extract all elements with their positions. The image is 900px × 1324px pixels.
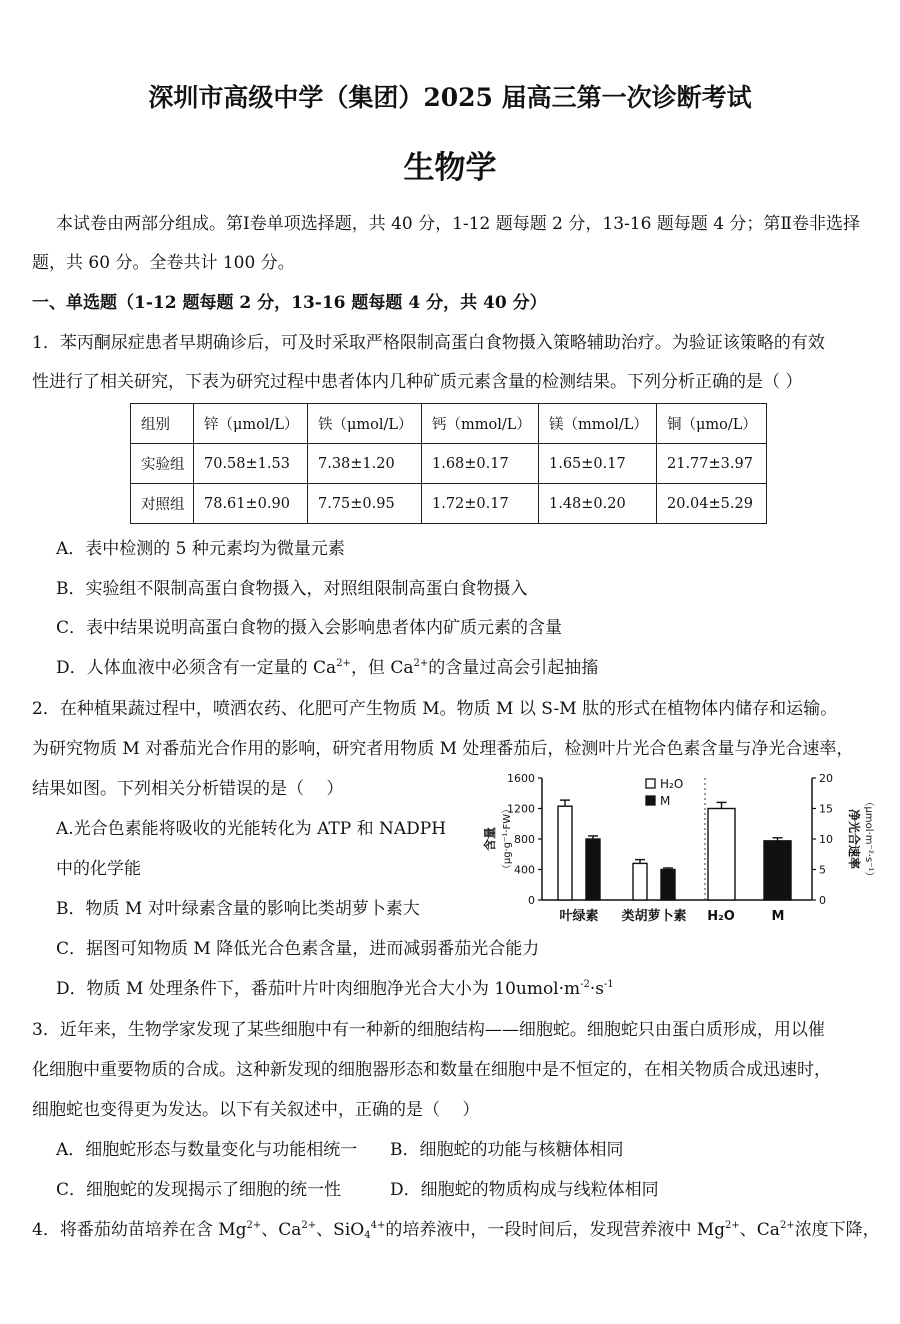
q4-text-2: 、Ca bbox=[261, 1220, 302, 1240]
table-row bbox=[131, 484, 767, 524]
q2-option-a-line-1: A.光合色素能将吸收的光能转化为 ATP 和 NADPH bbox=[56, 819, 447, 839]
right-tick-label: 20 bbox=[819, 772, 833, 785]
q2-option-c: C．据图可知物质 M 降低光合色素含量，进而减弱番茄光合能力 bbox=[56, 939, 540, 959]
q4-text-5: 、Ca bbox=[739, 1220, 780, 1240]
pigment-bar bbox=[558, 806, 572, 900]
q4-text-4: 的培养液中，一段时间后，发现营养液中 Mg bbox=[385, 1220, 726, 1240]
q4-text-3: 、SiO bbox=[316, 1220, 365, 1240]
table-cell: 78.61±0.90 bbox=[194, 484, 308, 524]
q3-option-d: D．细胞蛇的物质构成与线粒体相同 bbox=[390, 1180, 659, 1200]
q1-stem-line-2: 性进行了相关研究，下表为研究过程中患者体内几种矿质元素含量的检测结果。下列分析正确的是（ ） bbox=[32, 372, 803, 392]
q3-option-c: C．细胞蛇的发现揭示了细胞的统一性 bbox=[56, 1180, 342, 1200]
left-tick-label: 800 bbox=[514, 833, 535, 846]
table-header-cell: 镁（mmol/L） bbox=[539, 404, 657, 444]
q1-option-d-sup-2: 2+ bbox=[413, 658, 429, 669]
right-axis-unit: （μmol·m⁻²·s⁻¹） bbox=[863, 796, 874, 882]
category-label: M bbox=[771, 909, 785, 924]
left-tick-label: 0 bbox=[528, 894, 535, 907]
intro-line-1: 本试卷由两部分组成。第Ⅰ卷单项选择题，共 40 分，1-12 题每题 2 分，13-16 题每题 4 分；第Ⅱ卷非选择 bbox=[56, 214, 860, 234]
table-cell: 1.65±0.17 bbox=[539, 444, 657, 484]
right-tick-label: 5 bbox=[819, 863, 826, 877]
table-cell: 对照组 bbox=[131, 484, 194, 524]
q2-bar-chart bbox=[478, 768, 880, 930]
q4-text-1: 4．将番茄幼苗培养在含 Mg bbox=[32, 1220, 247, 1240]
q1-option-d-text-2: ，但 Ca bbox=[350, 658, 414, 678]
right-tick-label: 10 bbox=[819, 833, 833, 846]
table-header-row bbox=[131, 404, 767, 444]
q2-option-d bbox=[56, 976, 614, 1002]
q4-sup-1: 2+ bbox=[246, 1220, 262, 1231]
rate-bar bbox=[708, 809, 735, 901]
left-tick-label: 400 bbox=[514, 863, 535, 877]
table-cell: 70.58±1.53 bbox=[194, 444, 308, 484]
q3-option-b: B．细胞蛇的功能与核糖体相同 bbox=[390, 1140, 624, 1160]
q1-option-d-text-3: 的含量过高会引起抽搐 bbox=[428, 658, 599, 678]
section-heading: 一、单选题（1-12 题每题 2 分，13-16 题每题 4 分，共 40 分） bbox=[32, 293, 547, 313]
table-header-cell: 组别 bbox=[131, 404, 194, 444]
q2-stem-line-1: 2．在种植果蔬过程中，喷洒农药、化肥可产生物质 M。物质 M 以 S-M 肽的形式在植物体内储存和运输。 bbox=[32, 699, 838, 719]
table-cell: 1.48±0.20 bbox=[539, 484, 657, 524]
left-axis-unit: （μg·g⁻¹·FW） bbox=[502, 803, 513, 875]
q1-option-b: B．实验组不限制高蛋白食物摄入，对照组限制高蛋白食物摄入 bbox=[56, 579, 528, 599]
pigment-bar bbox=[586, 839, 600, 900]
table-row bbox=[131, 444, 767, 484]
category-label: H₂O bbox=[707, 909, 735, 924]
q1-option-d-text-1: D．人体血液中必须含有一定量的 Ca bbox=[56, 658, 337, 678]
right-axis-label: 净光合速率 bbox=[847, 808, 861, 870]
legend-label-m: M bbox=[660, 794, 671, 808]
table-cell: 20.04±5.29 bbox=[657, 484, 767, 524]
legend-swatch-m bbox=[646, 796, 655, 805]
q2-option-a-line-2: 中的化学能 bbox=[56, 859, 141, 879]
left-tick-label: 1600 bbox=[507, 772, 535, 785]
rate-bar bbox=[764, 841, 791, 900]
q4-sup-4: 2+ bbox=[725, 1220, 740, 1231]
table-cell: 7.38±1.20 bbox=[308, 444, 422, 484]
pigment-bar bbox=[633, 863, 647, 900]
table-cell: 1.68±0.17 bbox=[422, 444, 539, 484]
right-tick-label: 0 bbox=[819, 894, 826, 907]
left-axis-label: 含量 bbox=[483, 826, 497, 852]
category-label: 类胡萝卜素 bbox=[621, 909, 687, 924]
q3-stem-line-2: 化细胞中重要物质的合成。这种新发现的细胞器形态和数量在细胞中是不恒定的，在相关物质合成迅速时， bbox=[32, 1060, 831, 1080]
table-header-cell: 铜（μmo/L） bbox=[657, 404, 767, 444]
q2-option-d-text-1: D．物质 M 处理条件下，番茄叶片叶肉细胞净光合大小为 10umol·m bbox=[56, 979, 581, 999]
q2-option-b: B．物质 M 对叶绿素含量的影响比类胡萝卜素大 bbox=[56, 899, 420, 919]
q4-text-6: 浓度下降， bbox=[794, 1220, 880, 1240]
q4-sub-3: 4 bbox=[364, 1230, 371, 1241]
table-cell: 7.75±0.95 bbox=[308, 484, 422, 524]
table-cell: 21.77±3.97 bbox=[657, 444, 767, 484]
table-header-cell: 钙（mmol/L） bbox=[422, 404, 539, 444]
table-cell: 实验组 bbox=[131, 444, 194, 484]
q1-option-d-sup-1: 2+ bbox=[336, 658, 351, 669]
table-header-cell: 铁（μmol/L） bbox=[308, 404, 422, 444]
right-tick-label: 15 bbox=[819, 802, 833, 816]
q2-stem-line-2: 为研究物质 M 对番茄光合作用的影响，研究者用物质 M 处理番茄后，检测叶片光合色素含量与净光合速率， bbox=[32, 739, 854, 759]
exam-title: 深圳市高级中学（集团）2025 届高三第一次诊断考试 bbox=[148, 83, 752, 112]
legend-swatch-h2o bbox=[646, 779, 655, 788]
q1-option-d bbox=[56, 655, 598, 681]
q3-stem-line-1: 3．近年来，生物学家发现了某些细胞中有一种新的细胞结构——细胞蛇。细胞蛇只由蛋白质形成，用以催 bbox=[32, 1020, 825, 1040]
legend-label-h2o: H₂O bbox=[660, 777, 684, 791]
q2-option-d-sup-2: -1 bbox=[604, 979, 614, 990]
category-label: 叶绿素 bbox=[559, 909, 599, 924]
left-tick-label: 1200 bbox=[507, 802, 535, 816]
q1-option-a: A．表中检测的 5 种元素均为微量元素 bbox=[56, 539, 345, 559]
q3-option-a: A．细胞蛇形态与数量变化与功能相统一 bbox=[56, 1140, 358, 1160]
q1-stem-line-1: 1．苯丙酮尿症患者早期确诊后，可及时采取严格限制高蛋白食物摄入策略辅助治疗。为验证该策略的有效 bbox=[32, 333, 825, 353]
q3-stem-line-3: 细胞蛇也变得更为发达。以下有关叙述中，正确的是（ ） bbox=[32, 1100, 480, 1120]
mineral-table bbox=[130, 403, 767, 524]
q2-option-d-sup-1: -2 bbox=[580, 979, 590, 990]
table-cell: 1.72±0.17 bbox=[422, 484, 539, 524]
q1-option-c: C．表中结果说明高蛋白食物的摄入会影响患者体内矿质元素的含量 bbox=[56, 618, 563, 638]
q4-stem-line-1 bbox=[32, 1217, 880, 1243]
intro-line-2: 题，共 60 分。全卷共计 100 分。 bbox=[32, 253, 295, 273]
table-header-cell: 锌（μmol/L） bbox=[194, 404, 308, 444]
q4-sup-5: 2+ bbox=[779, 1220, 795, 1231]
subject-title: 生物学 bbox=[403, 150, 497, 186]
q4-sup-2: 2+ bbox=[301, 1220, 317, 1231]
pigment-bar bbox=[661, 870, 675, 901]
q4-sup-3: 4+ bbox=[370, 1220, 386, 1231]
q2-stem-line-3: 结果如图。下列相关分析错误的是（ ） bbox=[32, 779, 344, 799]
q2-option-d-text-2: ·s bbox=[589, 979, 605, 999]
